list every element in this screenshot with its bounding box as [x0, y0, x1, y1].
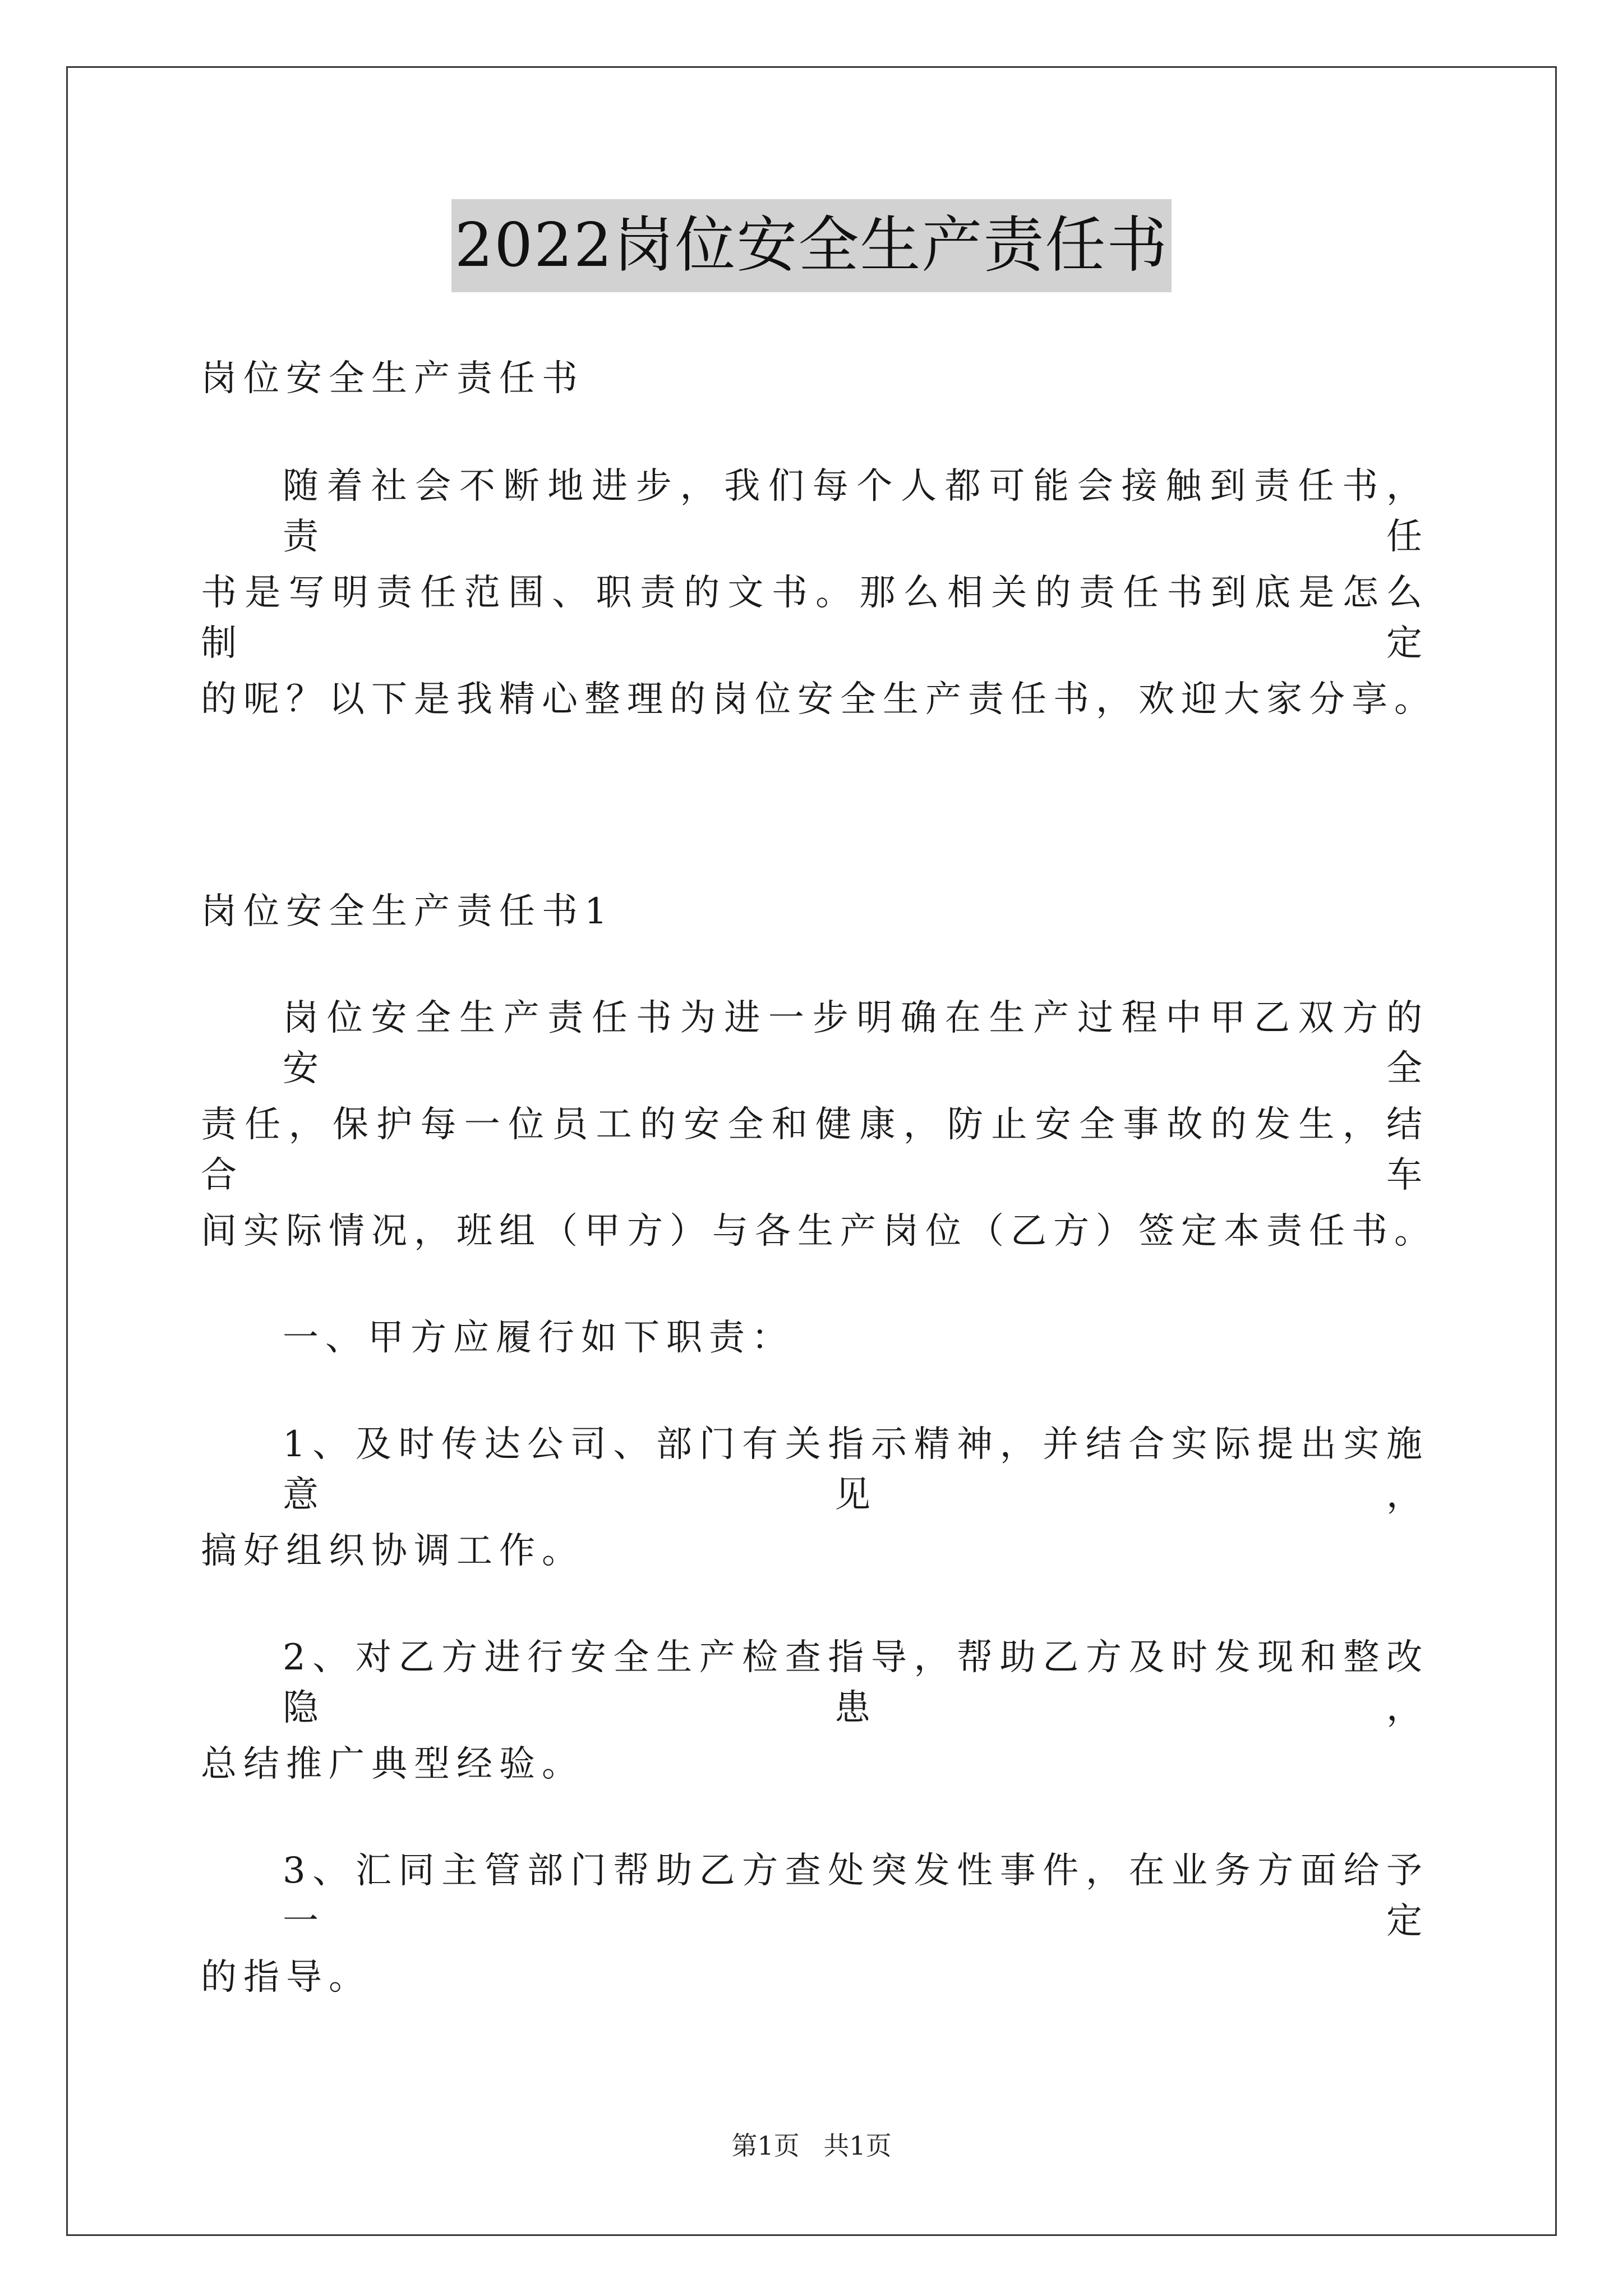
page-number-total: 共1页 — [823, 2131, 892, 2161]
paragraph-line: 间实际情况，班组（甲方）与各生产岗位（乙方）签定本责任书。 — [201, 1211, 1437, 1252]
list-heading: 一、甲方应履行如下职责： — [283, 1317, 794, 1359]
page-number-current: 第1页 — [731, 2131, 800, 2161]
title-container — [0, 199, 1623, 292]
subtitle-line: 岗位安全生产责任书 — [201, 358, 584, 399]
list-item-line: 1、及时传达公司、部门有关指示精神，并结合实际提出实施意见， — [283, 1424, 1429, 1516]
list-item-line: 搞好组织协调工作。 — [201, 1530, 584, 1572]
section-heading: 岗位安全生产责任书1 — [201, 891, 614, 932]
paragraph-line: 岗位安全生产责任书为进一步明确在生产过程中甲乙双方的安全 — [283, 997, 1429, 1089]
paragraph-line: 书是写明责任范围、职责的文书。那么相关的责任书到底是怎么制定 — [201, 572, 1429, 664]
list-item-line: 的指导。 — [201, 1957, 371, 1998]
paragraph-line: 的呢？以下是我精心整理的岗位安全生产责任书，欢迎大家分享。 — [201, 679, 1437, 720]
document-title: 2022岗位安全生产责任书 — [451, 199, 1172, 292]
list-item-line: 3、汇同主管部门帮助乙方查处突发性事件，在业务方面给予一定 — [283, 1850, 1429, 1942]
paragraph-line: 责任，保护每一位员工的安全和健康，防止安全事故的发生，结合车 — [201, 1104, 1429, 1196]
list-item-line: 2、对乙方进行安全生产检查指导，帮助乙方及时发现和整改隐患， — [283, 1637, 1429, 1729]
paragraph-line: 随着社会不断地进步，我们每个人都可能会接触到责任书，责任 — [283, 466, 1429, 558]
list-item-line: 总结推广典型经验。 — [201, 1743, 584, 1785]
page-footer — [0, 2129, 1623, 2162]
